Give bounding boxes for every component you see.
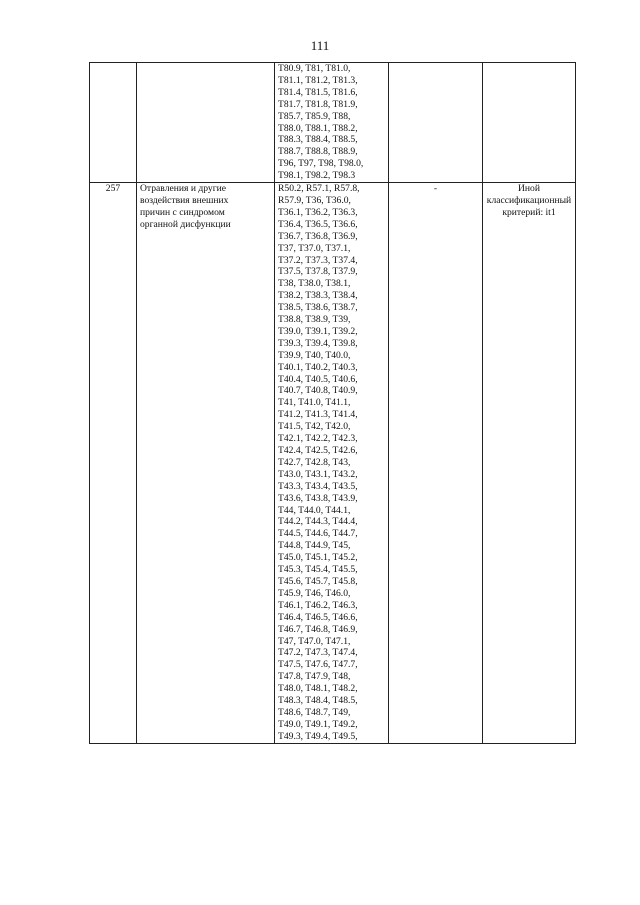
group-name-line: Отравления и другие — [140, 183, 227, 195]
criterion-line: Иной — [518, 183, 540, 195]
diagnosis-code-line: T44.2, T44.3, T44.4, — [278, 516, 358, 528]
diagnosis-code-line: T38, T38.0, T38.1, — [278, 278, 351, 290]
diagnosis-code-line: R50.2, R57.1, R57.8, — [278, 183, 360, 195]
diagnosis-code-line: T41.5, T42, T42.0, — [278, 421, 351, 433]
diagnosis-code-line: T39.0, T39.1, T39.2, — [278, 325, 358, 337]
diagnosis-code-line: T47.8, T47.9, T48, — [278, 671, 351, 683]
diagnosis-code-line: T41.2, T41.3, T41.4, — [278, 409, 358, 421]
diagnosis-code-line: T37.5, T37.8, T37.9, — [278, 266, 358, 278]
diagnosis-code-line: T37.2, T37.3, T37.4, — [278, 254, 358, 266]
diagnosis-code-line: T44.8, T44.9, T45, — [278, 540, 351, 552]
diagnosis-code-line: T48.0, T48.1, T48.2, — [278, 683, 358, 695]
diagnosis-code-line: T48.3, T48.4, T48.5, — [278, 695, 358, 707]
diagnosis-code-line: T85.7, T85.9, T88, — [278, 110, 351, 122]
diagnosis-code-line: T45.3, T45.4, T45.5, — [278, 564, 358, 576]
criterion-cell — [483, 183, 576, 744]
diagnosis-code-line: T36.4, T36.5, T36.6, — [278, 218, 358, 230]
diagnosis-code-line: T43.3, T43.4, T43.5, — [278, 480, 358, 492]
diagnosis-code-line: T46.7, T46.8, T46.9, — [278, 623, 358, 635]
diagnosis-code-line: T48.6, T48.7, T49, — [278, 706, 351, 718]
diagnosis-code-line: T46.4, T46.5, T46.6, — [278, 611, 358, 623]
diagnosis-code-line: T81.7, T81.8, T81.9, — [278, 98, 358, 110]
diagnosis-code-line: T37, T37.0, T37.1, — [278, 242, 351, 254]
diagnosis-code-line: T39.3, T39.4, T39.8, — [278, 337, 358, 349]
diagnosis-code-line: T42.1, T42.2, T42.3, — [278, 433, 358, 445]
diagnosis-code-line: T80.9, T81, T81.0, — [278, 63, 351, 74]
diagnosis-code-line: T45.6, T45.7, T45.8, — [278, 575, 358, 587]
diagnosis-code-line: T81.1, T81.2, T81.3, — [278, 74, 358, 86]
diagnosis-codes-cell — [275, 63, 389, 183]
row-number-cell: 257 — [90, 183, 137, 744]
group-name-line: воздействия внешних — [140, 194, 229, 206]
diagnosis-code-line: R57.9, T36, T36.0, — [278, 194, 351, 206]
diagnosis-code-line: T44.5, T44.6, T44.7, — [278, 528, 358, 540]
diagnosis-code-line: T88.0, T88.1, T88.2, — [278, 122, 358, 134]
diagnosis-code-line: T47.2, T47.3, T47.4, — [278, 647, 358, 659]
diagnosis-code-line: T41, T41.0, T41.1, — [278, 397, 351, 409]
group-name-line: органной дисфункции — [140, 218, 231, 230]
diagnosis-code-line: T42.4, T42.5, T42.6, — [278, 445, 358, 456]
table-row — [90, 183, 576, 744]
diagnosis-code-line: T38.2, T38.3, T38.4, — [278, 290, 358, 302]
diagnosis-code-line: T42.7, T42.8, T43, — [278, 456, 351, 468]
diagnosis-code-line: T96, T97, T98, T98.0, — [278, 158, 364, 170]
diagnosis-code-line: T36.1, T36.2, T36.3, — [278, 206, 358, 218]
diagnosis-code-line: T45.9, T46, T46.0, — [278, 587, 351, 599]
diagnosis-code-line: T88.3, T88.4, T88.5, — [278, 134, 358, 146]
diagnosis-code-line: T81.4, T81.5, T81.6, — [278, 86, 358, 98]
table-row — [90, 63, 576, 183]
criterion-line: критерий: it1 — [502, 206, 556, 218]
page-number: 111 — [310, 38, 330, 53]
criterion-line: классификационный — [486, 194, 572, 206]
diagnosis-code-line: T38.5, T38.6, T38.7, — [278, 302, 358, 314]
diagnosis-code-line: T88.7, T88.8, T88.9, — [278, 146, 358, 158]
group-name-cell — [137, 183, 275, 744]
diagnosis-code-line: T49.0, T49.1, T49.2, — [278, 718, 358, 730]
group-name-line: причин с синдромом — [140, 206, 225, 218]
table-body — [90, 63, 576, 744]
row-number-cell — [90, 63, 137, 183]
diagnosis-code-line: T46.1, T46.2, T46.3, — [278, 599, 358, 611]
diagnosis-code-line: T47, T47.0, T47.1, — [278, 635, 351, 647]
diagnosis-code-line: T43.6, T43.8, T43.9, — [278, 492, 358, 504]
service-code-cell — [389, 63, 483, 183]
diagnosis-code-line: T40.4, T40.5, T40.6, — [278, 373, 358, 385]
diagnosis-code-line: T40.7, T40.8, T40.9, — [278, 385, 358, 397]
diagnosis-code-line: T47.5, T47.6, T47.7, — [278, 659, 358, 671]
service-code-cell: - — [389, 183, 483, 744]
diagnosis-code-line: T98.1, T98.2, T98.3 — [278, 170, 356, 182]
diagnosis-code-line: T36.7, T36.8, T36.9, — [278, 230, 358, 242]
group-name-cell — [137, 63, 275, 183]
diagnosis-code-line: T39.9, T40, T40.0, — [278, 349, 351, 361]
diagnosis-code-line: T38.8, T38.9, T39, — [278, 314, 351, 326]
classification-table — [89, 62, 576, 744]
diagnosis-code-line: T40.1, T40.2, T40.3, — [278, 361, 358, 373]
diagnosis-codes-cell — [275, 183, 389, 744]
diagnosis-code-line: T45.0, T45.1, T45.2, — [278, 552, 358, 564]
diagnosis-code-line: T49.3, T49.4, T49.5, — [278, 730, 358, 742]
diagnosis-code-line: T43.0, T43.1, T43.2, — [278, 468, 358, 480]
diagnosis-code-line: T44, T44.0, T44.1, — [278, 504, 351, 516]
criterion-cell — [483, 63, 576, 183]
